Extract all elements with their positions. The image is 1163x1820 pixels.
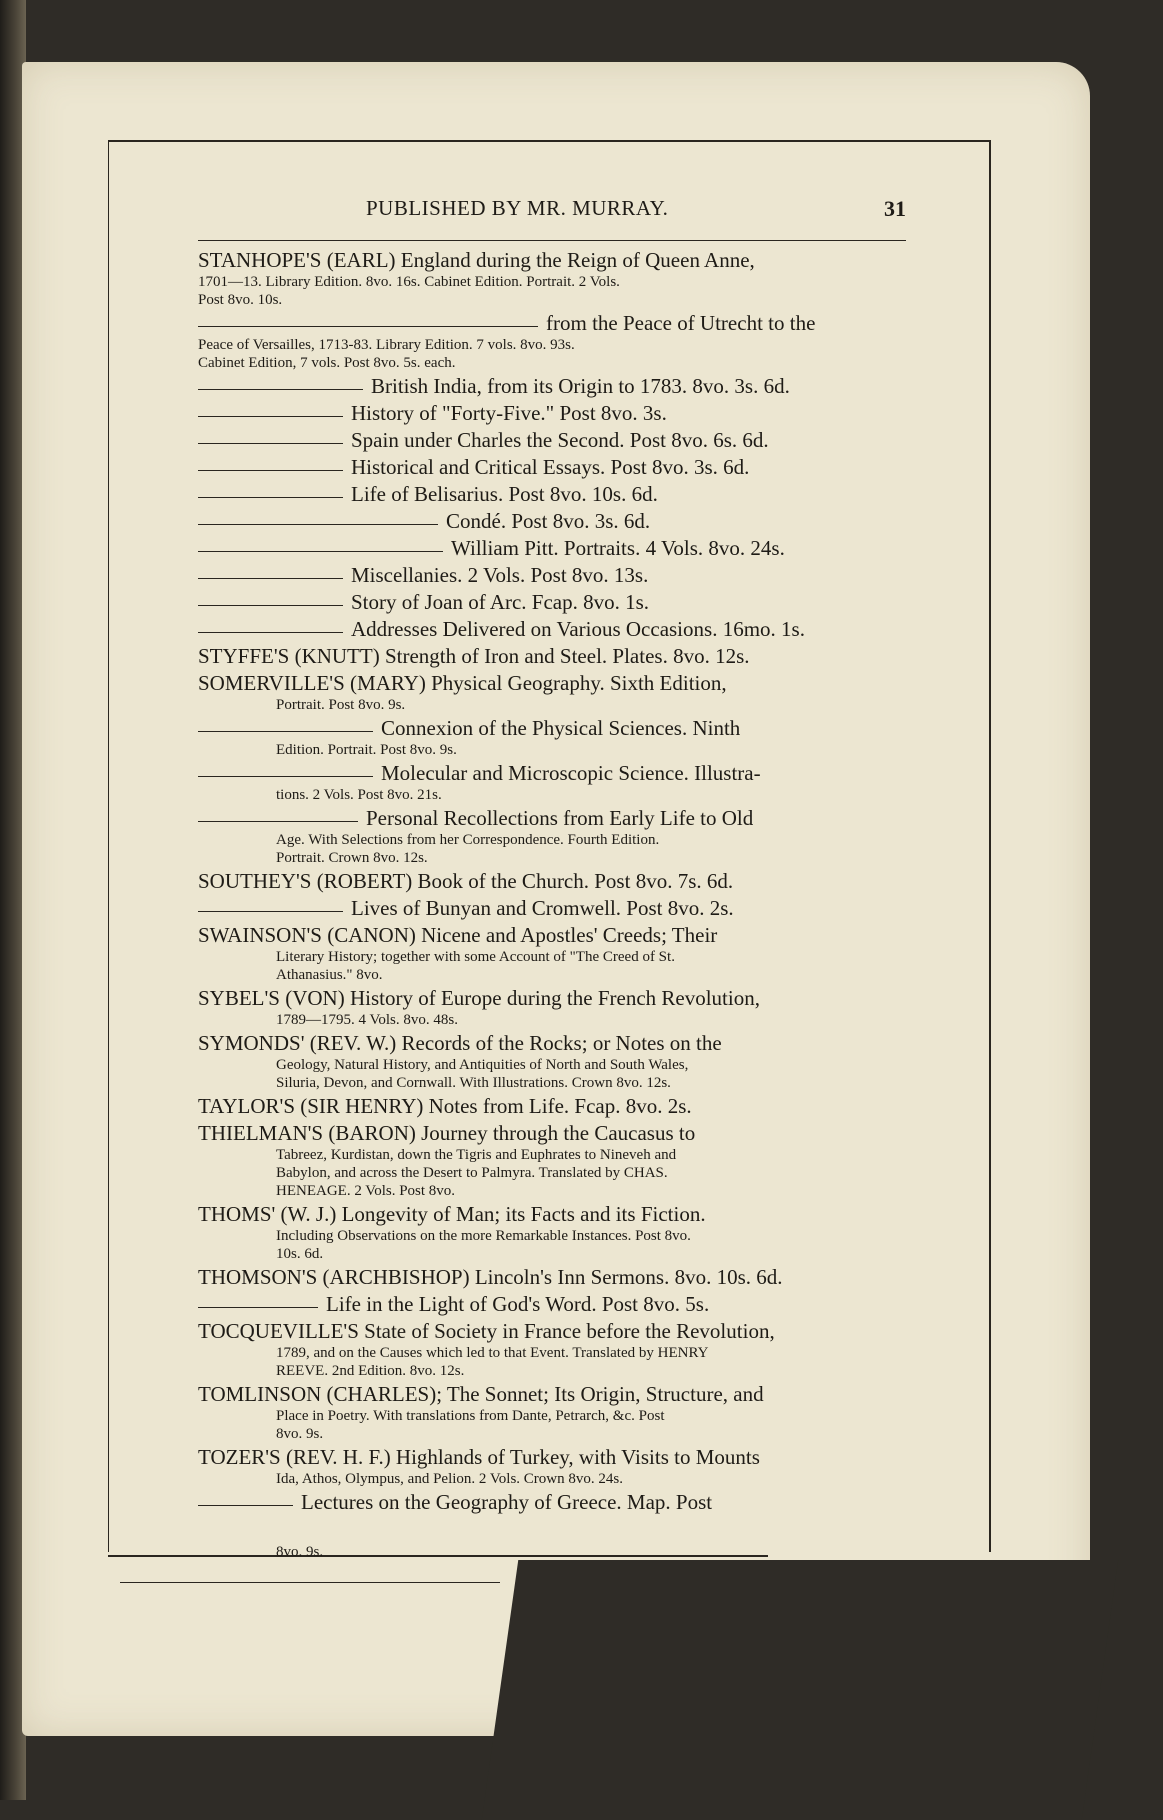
listing-entry-line xyxy=(198,482,906,507)
listing-text: British India, from its Origin to 1783. 8vo. 3s. 6d. xyxy=(371,374,790,398)
listing-entry-line xyxy=(198,923,906,948)
ditto-dash xyxy=(198,578,343,579)
listing-text: HENEAGE. 2 Vols. Post 8vo. xyxy=(276,1183,456,1199)
listing-entry-line xyxy=(198,1121,906,1146)
listing-text: Personal Recollections from Early Life to Old xyxy=(366,806,754,830)
listing-last-line: 8vo. 9s. xyxy=(276,1544,324,1560)
listing-text: 1701—13. Library Edition. 8vo. 16s. Cabinet Edition. Portrait. 2 Vols. xyxy=(198,274,620,290)
listing-text: SOUTHEY'S (ROBERT) Book of the Church. Post 8vo. 7s. 6d. xyxy=(198,869,734,893)
listing-entry-line xyxy=(198,617,906,642)
listing-text: Life of Belisarius. Post 8vo. 10s. 6d. xyxy=(351,482,658,506)
listing-entry-line xyxy=(198,986,906,1011)
listing-entry-line xyxy=(198,1202,906,1227)
listing-text: Molecular and Microscopic Science. Illustra- xyxy=(381,761,761,785)
listing-detail-line xyxy=(198,1362,906,1380)
listing-text: Peace of Versailles, 1713-83. Library Edition. 7 vols. 8vo. 93s. xyxy=(198,337,575,353)
listing-detail-line xyxy=(198,336,906,354)
listing-entry-line xyxy=(198,311,906,336)
running-header xyxy=(198,196,906,226)
listing-detail-line xyxy=(198,1182,906,1200)
listing-text: Literary History; together with some Account of "The Creed of St. xyxy=(276,949,675,965)
listing-text: Siluria, Devon, and Cornwall. With Illustrations. Crown 8vo. 12s. xyxy=(276,1075,671,1091)
listing-text: Babylon, and across the Desert to Palmyra. Translated by CHAS. xyxy=(276,1165,668,1181)
ditto-dash xyxy=(198,443,343,444)
underlying-page-rule xyxy=(120,1582,500,1583)
listing-text: Post 8vo. 10s. xyxy=(198,292,283,308)
listing-text: from the Peace of Utrecht to the xyxy=(546,311,816,335)
listing-text: Lectures on the Geography of Greece. Map. Post xyxy=(301,1490,713,1514)
torn-page-corner xyxy=(482,1560,1119,1820)
listing-entry-line xyxy=(198,563,906,588)
listing-detail-line xyxy=(198,1164,906,1182)
ditto-dash xyxy=(198,551,443,552)
ditto-dash xyxy=(198,416,343,417)
listing-entry-line xyxy=(198,1265,906,1290)
listing-text: Life in the Light of God's Word. Post 8vo. 5s. xyxy=(326,1292,710,1316)
listing-detail-line xyxy=(198,1056,906,1074)
listing-text: TAYLOR'S (SIR HENRY) Notes from Life. Fcap. 8vo. 2s. xyxy=(198,1094,692,1118)
ditto-dash xyxy=(198,497,343,498)
listing-entry-line xyxy=(198,1094,906,1119)
listing-text: 1789—1795. 4 Vols. 8vo. 48s. xyxy=(276,1012,458,1028)
listing-text: Ida, Athos, Olympus, and Pelion. 2 Vols. Crown 8vo. 24s. xyxy=(276,1471,623,1487)
listing-detail-line xyxy=(198,1407,906,1425)
listing-entry-line xyxy=(198,401,906,426)
listing-detail-line xyxy=(198,273,906,291)
listing-text: Geology, Natural History, and Antiquities of North and South Wales, xyxy=(276,1057,689,1073)
listing-text: Historical and Critical Essays. Post 8vo. 3s. 6d. xyxy=(351,455,750,479)
listing-detail-line xyxy=(198,291,906,309)
listing-text: Place in Poetry. With translations from Dante, Petrarch, &c. Post xyxy=(276,1408,665,1424)
listing-detail-line xyxy=(198,849,906,867)
listing-text: Age. With Selections from her Correspondence. Fourth Edition. xyxy=(276,832,660,848)
listing-text: Miscellanies. 2 Vols. Post 8vo. 13s. xyxy=(351,563,649,587)
listing-entry-line xyxy=(198,1319,906,1344)
listing-text: Including Observations on the more Remarkable Instances. Post 8vo. xyxy=(276,1228,691,1244)
listing-detail-line xyxy=(198,966,906,984)
listing-text: Condé. Post 8vo. 3s. 6d. xyxy=(446,509,651,533)
ditto-dash xyxy=(198,632,343,633)
listing-text: 10s. 6d. xyxy=(276,1246,324,1262)
listing-detail-line xyxy=(198,1227,906,1245)
listing-text: Edition. Portrait. Post 8vo. 9s. xyxy=(276,742,457,758)
ditto-dash xyxy=(198,911,343,912)
listing-detail-line xyxy=(198,741,906,759)
listing-entry-line xyxy=(198,248,906,273)
listing-text: Athanasius." 8vo. xyxy=(276,967,383,983)
header-title: PUBLISHED BY MR. MURRAY. xyxy=(366,196,669,220)
ditto-dash xyxy=(198,470,343,471)
listing-entry-line xyxy=(198,590,906,615)
listing-text: Portrait. Post 8vo. 9s. xyxy=(276,697,406,713)
listing-entry-line xyxy=(198,1490,906,1515)
ditto-dash xyxy=(198,821,358,822)
listing-detail-line xyxy=(198,831,906,849)
listing-text: Story of Joan of Arc. Fcap. 8vo. 1s. xyxy=(351,590,650,614)
listing-detail-line xyxy=(198,1074,906,1092)
listing-text: TOMLINSON (CHARLES); The Sonnet; Its Origin, Structure, and xyxy=(198,1382,764,1406)
listing-detail-line xyxy=(198,1245,906,1263)
listing-entry-line xyxy=(198,896,906,921)
page-number: 31 xyxy=(884,196,906,221)
listing-text: SWAINSON'S (CANON) Nicene and Apostles' Creeds; Their xyxy=(198,923,718,947)
listing-detail-line xyxy=(198,1146,906,1164)
ditto-dash xyxy=(198,605,343,606)
listing-entry-line xyxy=(198,1031,906,1056)
listing-text: STYFFE'S (KNUTT) Strength of Iron and Steel. Plates. 8vo. 12s. xyxy=(198,644,750,668)
ditto-dash xyxy=(198,326,538,327)
listing-text: Lives of Bunyan and Cromwell. Post 8vo. 2s. xyxy=(351,896,734,920)
listing-text: THOMS' (W. J.) Longevity of Man; its Facts and its Fiction. xyxy=(198,1202,706,1226)
ditto-dash xyxy=(198,776,373,777)
listing-text: Portrait. Crown 8vo. 12s. xyxy=(276,850,428,866)
listing-text: Tabreez, Kurdistan, down the Tigris and Euphrates to Nineveh and xyxy=(276,1147,677,1163)
ditto-dash xyxy=(198,524,438,525)
listing-text: STANHOPE'S (EARL) England during the Reign of Queen Anne, xyxy=(198,248,755,272)
listing-detail-line xyxy=(198,1470,906,1488)
listing-text: tions. 2 Vols. Post 8vo. 21s. xyxy=(276,787,442,803)
listing-text: History of "Forty-Five." Post 8vo. 3s. xyxy=(351,401,667,425)
listing-detail-line xyxy=(198,696,906,714)
listing-text: THIELMAN'S (BARON) Journey through the Caucasus to xyxy=(198,1121,696,1145)
ditto-dash xyxy=(198,1307,318,1308)
listing-entry-line xyxy=(198,671,906,696)
listing-detail-line xyxy=(198,948,906,966)
listing-detail-line xyxy=(198,354,906,372)
listing-detail-line xyxy=(198,1011,906,1029)
listing-text: Cabinet Edition, 7 vols. Post 8vo. 5s. each. xyxy=(198,355,456,371)
listing-text: 1789, and on the Causes which led to that Event. Translated by HENRY xyxy=(276,1345,709,1361)
ditto-dash xyxy=(198,731,373,732)
listing-text: SYBEL'S (VON) History of Europe during the French Revolution, xyxy=(198,986,760,1010)
listing-text: SYMONDS' (REV. W.) Records of the Rocks; or Notes on the xyxy=(198,1031,722,1055)
listing-entry-line xyxy=(198,869,906,894)
listing-entry-line xyxy=(198,1292,906,1317)
listing-entry-line xyxy=(198,374,906,399)
listing-entry-line xyxy=(198,1382,906,1407)
listing-detail-line xyxy=(198,1344,906,1362)
listing-text: REEVE. 2nd Edition. 8vo. 12s. xyxy=(276,1363,465,1379)
listing-entry-line xyxy=(198,536,906,561)
listing-text: THOMSON'S (ARCHBISHOP) Lincoln's Inn Sermons. 8vo. 10s. 6d. xyxy=(198,1265,783,1289)
listing-entry-line xyxy=(198,761,906,786)
listing-text: TOCQUEVILLE'S State of Society in France before the Revolution, xyxy=(198,1319,775,1343)
book-listing xyxy=(198,246,906,1515)
listing-entry-line xyxy=(198,1445,906,1470)
listing-entry-line xyxy=(198,455,906,480)
listing-text: William Pitt. Portraits. 4 Vols. 8vo. 24s. xyxy=(451,536,785,560)
listing-text: Connexion of the Physical Sciences. Ninth xyxy=(381,716,741,740)
ditto-dash xyxy=(198,1505,293,1506)
header-rule xyxy=(198,240,906,241)
listing-entry-line xyxy=(198,644,906,669)
listing-text: Addresses Delivered on Various Occasions. 16mo. 1s. xyxy=(351,617,805,641)
listing-entry-line xyxy=(198,509,906,534)
listing-text: 8vo. 9s. xyxy=(276,1426,324,1442)
listing-text: SOMERVILLE'S (MARY) Physical Geography. Sixth Edition, xyxy=(198,671,727,695)
listing-entry-line xyxy=(198,806,906,831)
listing-text: Spain under Charles the Second. Post 8vo. 6s. 6d. xyxy=(351,428,769,452)
listing-detail-line xyxy=(198,1425,906,1443)
listing-detail-line xyxy=(198,786,906,804)
listing-text: TOZER'S (REV. H. F.) Highlands of Turkey, with Visits to Mounts xyxy=(198,1445,760,1469)
listing-entry-line xyxy=(198,716,906,741)
ditto-dash xyxy=(198,389,363,390)
listing-entry-line xyxy=(198,428,906,453)
